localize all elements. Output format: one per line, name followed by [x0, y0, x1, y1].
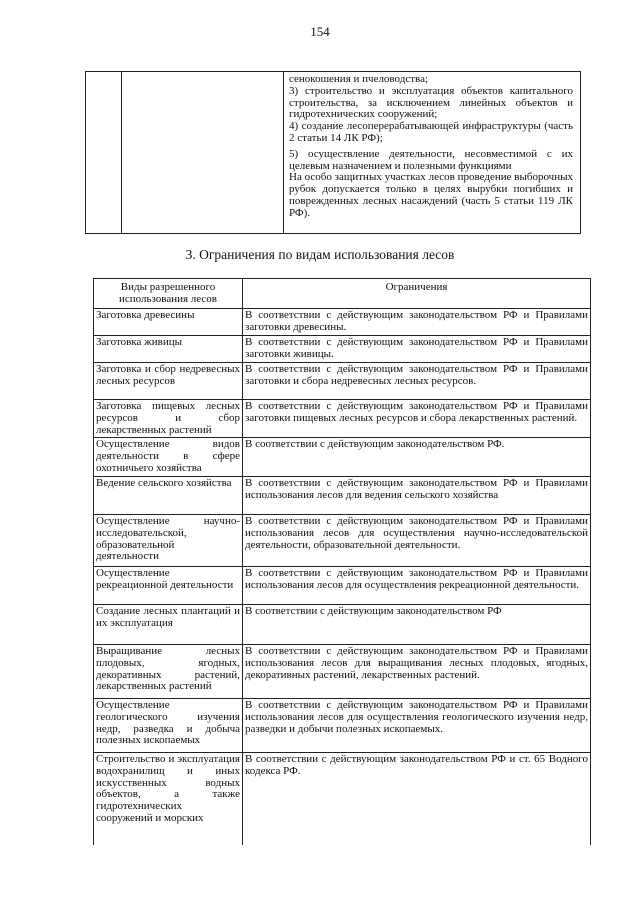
- restriction-cell: В соответствии с действующим законодательством РФ и Правилами использования лесов для ведения сельского хозяйства: [243, 477, 591, 515]
- continuation-table: [85, 71, 581, 234]
- restriction-cell: В соответствии с действующим законодательством РФ и Правилами использования лесов для осуществления рекреационной деятельности.: [243, 567, 591, 605]
- column-header-restriction: Ограничения: [243, 279, 591, 309]
- continuation-line: 4) создание лесоперерабатывающей инфраструктуры (часть 2 статьи 14 ЛК РФ);: [289, 120, 573, 144]
- table-row: [94, 438, 591, 477]
- type-cell: Осуществление видов деятельности в сфере охотничьего хозяйства: [94, 438, 243, 477]
- table-row: [94, 400, 591, 438]
- restriction-cell: В соответствии с действующим законодательством РФ и Правилами заготовки и сбора недревесных лесных ресурсов.: [243, 363, 591, 400]
- column-header-type: Виды разрешенного использования лесов: [94, 279, 243, 309]
- type-cell: Осуществление геологического изучения недр, разведка и добыча полезных ископаемых: [94, 699, 243, 753]
- table-row: [94, 515, 591, 567]
- table-row: [94, 309, 591, 336]
- type-cell: Осуществление научно-исследовательской, образовательной деятельности: [94, 515, 243, 567]
- restriction-cell: В соответствии с действующим законодательством РФ и Правилами заготовки древесины.: [243, 309, 591, 336]
- table-row: [94, 699, 591, 753]
- type-cell: Заготовка и сбор недревесных лесных ресурсов: [94, 363, 243, 400]
- table-row: [94, 567, 591, 605]
- restriction-cell: В соответствии с действующим законодательством РФ.: [243, 438, 591, 477]
- type-cell: Заготовка древесины: [94, 309, 243, 336]
- restriction-cell: В соответствии с действующим законодательством РФ и Правилами заготовки живицы.: [243, 336, 591, 363]
- table-row: [94, 753, 591, 845]
- type-cell: Заготовка живицы: [94, 336, 243, 363]
- table-row: [94, 477, 591, 515]
- table-divider: [283, 72, 284, 233]
- restriction-cell: В соответствии с действующим законодательством РФ: [243, 605, 591, 645]
- table-row: [94, 336, 591, 363]
- type-cell: Заготовка пищевых лесных ресурсов и сбор лекарственных растений: [94, 400, 243, 438]
- continuation-line: На особо защитных участках лесов проведение выборочных рубок допускается только в целях вырубки погибших и поврежденных лесных насаждений (часть 5 статьи 119 ЛК РФ).: [289, 171, 573, 219]
- continuation-line: 5) осуществление деятельности, несовместимой с их целевым назначением и полезными функциями: [289, 147, 573, 172]
- table-row: [94, 605, 591, 645]
- table-row: [94, 645, 591, 699]
- continuation-cell: [289, 74, 573, 220]
- restriction-cell: В соответствии с действующим законодательством РФ и Правилами заготовки пищевых лесных ресурсов и сбора лекарственных растений.: [243, 400, 591, 438]
- restrictions-table: [93, 278, 591, 845]
- type-cell: Строительство и эксплуатация водохранилищ и иных искусственных водных объектов, а также гидротехнических сооружений и морских: [94, 753, 243, 845]
- restriction-cell: В соответствии с действующим законодательством РФ и Правилами использования лесов для осуществления геологического изучения недр, разведки и добычи полезных ископаемых.: [243, 699, 591, 753]
- restriction-cell: В соответствии с действующим законодательством РФ и Правилами использования лесов для выращивания лесных плодовых, ягодных, декоративных растений, лекарственных растений.: [243, 645, 591, 699]
- section-title: 3. Ограничения по видам использования лесов: [185, 247, 455, 262]
- continuation-line: сенокошения и пчеловодства;: [289, 73, 429, 85]
- type-cell: Создание лесных плантаций и их эксплуатация: [94, 605, 243, 645]
- type-cell: Выращивание лесных плодовых, ягодных, декоративных растений, лекарственных растений: [94, 645, 243, 699]
- table-divider: [121, 72, 122, 233]
- table-row: [94, 363, 591, 400]
- type-cell: Ведение сельского хозяйства: [94, 477, 243, 515]
- table-header-row: [94, 279, 591, 309]
- page-number: 154: [310, 24, 330, 39]
- restriction-cell: В соответствии с действующим законодательством РФ и Правилами использования лесов для осуществления научно-исследовательской деятельности, образовательной деятельности.: [243, 515, 591, 567]
- continuation-line: 3) строительство и эксплуатация объектов капитального строительства, за исключением линейных объектов и гидротехнических сооружений;: [289, 84, 573, 121]
- restriction-cell: В соответствии с действующим законодательством РФ и ст. 65 Водного кодекса РФ.: [243, 753, 591, 845]
- type-cell: Осуществление рекреационной деятельности: [94, 567, 243, 605]
